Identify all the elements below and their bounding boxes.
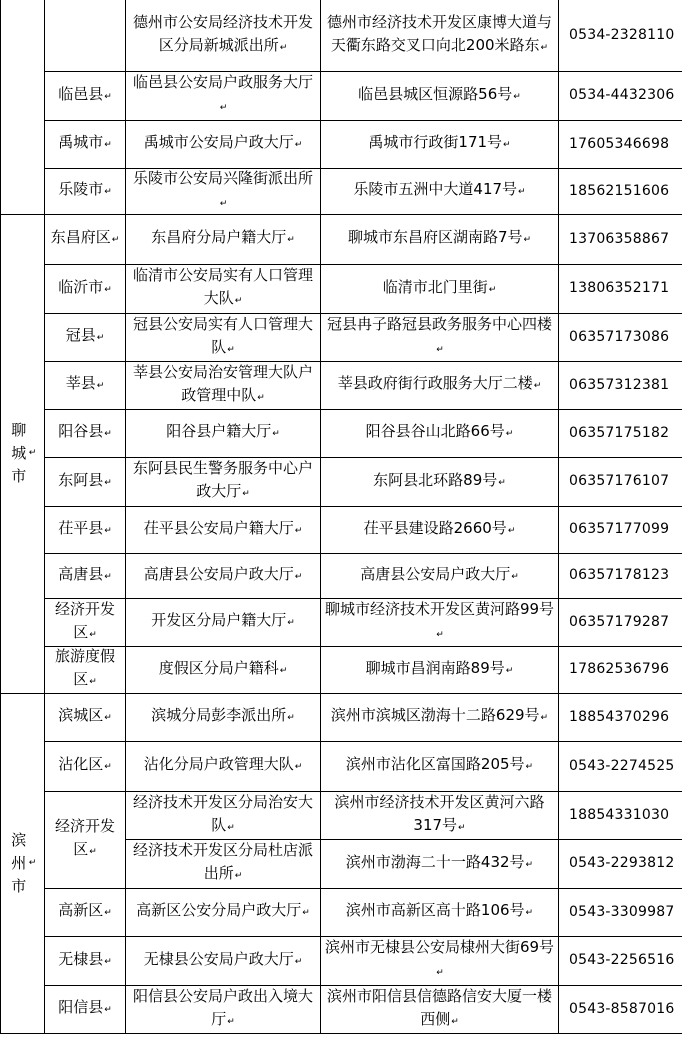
phone-text: 06357176107 bbox=[569, 473, 670, 489]
phone-cell bbox=[559, 120, 682, 168]
district-cell bbox=[45, 506, 125, 553]
phone-cell bbox=[559, 313, 682, 361]
district-cell bbox=[45, 214, 125, 264]
address-cell bbox=[321, 506, 558, 553]
city-name: 聊城市 bbox=[11, 421, 27, 485]
district-cell bbox=[45, 361, 125, 409]
district-cell bbox=[45, 264, 125, 313]
district-cell bbox=[45, 409, 125, 457]
office-text: 经济技术开发区分局治安大队↵ bbox=[132, 792, 313, 834]
address-cell bbox=[321, 693, 558, 741]
phone-cell bbox=[559, 553, 682, 598]
phone-cell bbox=[559, 741, 682, 791]
paragraph-mark-icon: ↵ bbox=[488, 284, 497, 295]
district-text: 高新区↵ bbox=[58, 901, 112, 919]
office-cell bbox=[126, 71, 320, 120]
district-cell bbox=[45, 120, 125, 168]
district-text: 禹城市↵ bbox=[58, 133, 112, 151]
paragraph-mark-icon: ↵ bbox=[104, 908, 112, 918]
paragraph-mark-icon: ↵ bbox=[294, 762, 303, 772]
district-cell bbox=[45, 693, 125, 741]
office-cell bbox=[126, 457, 320, 506]
paragraph-mark-icon: ↵ bbox=[227, 344, 235, 355]
phone-cell bbox=[559, 506, 682, 553]
address-text: 冠县冉子路冠县政务服务中心四楼↵ bbox=[326, 314, 552, 355]
phone-cell bbox=[559, 71, 682, 120]
phone-cell bbox=[559, 361, 682, 409]
address-text: 滨州市滨城区渤海十二路629号↵ bbox=[330, 706, 549, 724]
phone-cell bbox=[559, 214, 682, 264]
address-text: 阳谷县谷山北路66号↵ bbox=[365, 422, 514, 440]
phone-cell bbox=[559, 457, 682, 506]
grid-line-horizontal bbox=[0, 1033, 682, 1034]
paragraph-mark-icon: ↵ bbox=[436, 344, 444, 355]
district-cell bbox=[45, 313, 125, 361]
phone-text: 13806352171 bbox=[569, 280, 670, 296]
address-text: 滨州市经济技术开发区黄河六路317号↵ bbox=[334, 792, 545, 834]
address-cell bbox=[321, 791, 558, 839]
paragraph-mark-icon: ↵ bbox=[227, 1016, 235, 1027]
phone-text: 17862536796 bbox=[569, 661, 670, 677]
district-cell bbox=[45, 457, 125, 506]
paragraph-mark-icon: ↵ bbox=[287, 235, 295, 245]
address-text: 滨州市渤海二十一路432号↵ bbox=[345, 852, 534, 871]
paragraph-mark-icon: ↵ bbox=[104, 762, 112, 772]
address-text: 禹城市行政街171号↵ bbox=[368, 133, 511, 151]
paragraph-mark-icon: ↵ bbox=[104, 1005, 112, 1015]
city-name: 滨州市 bbox=[11, 830, 27, 895]
paragraph-mark-icon: ↵ bbox=[294, 525, 303, 536]
address-cell bbox=[321, 839, 558, 888]
district-cell bbox=[45, 168, 125, 214]
address-text: 滨州市沾化区富国路205号↵ bbox=[345, 755, 534, 773]
paragraph-mark-icon: ↵ bbox=[104, 284, 112, 295]
district-text: 经济开发区↵ bbox=[54, 599, 115, 641]
address-text: 聊城市东昌府区湖南路7号↵ bbox=[347, 228, 532, 246]
phone-text: 18562151606 bbox=[569, 182, 670, 199]
address-cell bbox=[321, 361, 558, 409]
paragraph-mark-icon: ↵ bbox=[89, 629, 97, 640]
city-cell bbox=[2, 214, 44, 693]
address-cell bbox=[321, 71, 558, 120]
office-cell bbox=[126, 598, 320, 646]
office-text: 阳谷县户籍大厅↵ bbox=[166, 422, 280, 440]
phone-text: 06357179287 bbox=[569, 613, 670, 630]
district-text: 冠县↵ bbox=[65, 326, 105, 344]
address-text: 聊城市昌润南路89号↵ bbox=[365, 658, 514, 677]
address-text: 高唐县公安局户政大厅↵ bbox=[360, 564, 519, 583]
phone-text: 06357175182 bbox=[569, 424, 670, 441]
phone-text: 06357178123 bbox=[569, 567, 670, 583]
address-cell bbox=[321, 457, 558, 506]
district-cell bbox=[45, 646, 125, 693]
paragraph-mark-icon: ↵ bbox=[104, 187, 112, 197]
paragraph-mark-icon: ↵ bbox=[507, 525, 516, 536]
address-cell bbox=[321, 888, 558, 936]
office-cell bbox=[126, 214, 320, 264]
paragraph-mark-icon: ↵ bbox=[294, 140, 303, 150]
office-cell bbox=[126, 409, 320, 457]
office-text: 阳信县公安局户政出入境大厅↵ bbox=[132, 986, 313, 1028]
office-cell bbox=[126, 0, 320, 71]
phone-text: 06357177099 bbox=[569, 521, 670, 537]
office-text: 滨城分局彭李派出所↵ bbox=[151, 706, 295, 724]
paragraph-mark-icon: ↵ bbox=[104, 713, 112, 723]
paragraph-mark-icon: ↵ bbox=[294, 571, 303, 582]
paragraph-mark-icon: ↵ bbox=[287, 713, 295, 723]
paragraph-mark-icon: ↵ bbox=[279, 665, 288, 676]
office-text: 无棣县公安局户政大厅↵ bbox=[143, 949, 303, 968]
phone-text: 13706358867 bbox=[569, 230, 670, 247]
paragraph-mark-icon: ↵ bbox=[511, 571, 519, 582]
grid-line-vertical bbox=[0, 0, 1, 1033]
office-text: 东阿县民生警务服务中心户政大厅↵ bbox=[132, 459, 313, 500]
phone-cell bbox=[559, 168, 682, 214]
office-text: 开发区分局户籍大厅↵ bbox=[151, 611, 295, 629]
office-cell bbox=[126, 936, 320, 985]
paragraph-mark-icon: ↵ bbox=[503, 140, 511, 150]
office-text: 高唐县公安局户政大厅↵ bbox=[143, 564, 303, 583]
office-cell bbox=[126, 839, 320, 888]
office-cell bbox=[126, 264, 320, 313]
phone-cell bbox=[559, 985, 682, 1033]
paragraph-mark-icon: ↵ bbox=[28, 448, 37, 458]
district-text: 滨城区↵ bbox=[58, 706, 112, 724]
district-text: 经济开发区↵ bbox=[54, 817, 115, 858]
paragraph-mark-icon: ↵ bbox=[279, 43, 288, 53]
district-text: 沾化区↵ bbox=[58, 755, 112, 773]
office-text: 沾化分局户政管理大队↵ bbox=[143, 755, 303, 773]
district-cell bbox=[45, 936, 125, 985]
address-text: 临清市北门里街↵ bbox=[382, 277, 497, 296]
address-cell bbox=[321, 120, 558, 168]
district-cell bbox=[45, 598, 125, 646]
paragraph-mark-icon: ↵ bbox=[436, 968, 444, 978]
paragraph-mark-icon: ↵ bbox=[294, 956, 303, 967]
phone-cell bbox=[559, 791, 682, 839]
phone-cell bbox=[559, 888, 682, 936]
paragraph-mark-icon: ↵ bbox=[518, 187, 526, 197]
paragraph-mark-icon: ↵ bbox=[96, 333, 105, 343]
paragraph-mark-icon: ↵ bbox=[257, 392, 265, 403]
phone-text: 18854331030 bbox=[569, 806, 670, 823]
district-cell bbox=[45, 741, 125, 791]
paragraph-mark-icon: ↵ bbox=[96, 381, 105, 391]
paragraph-mark-icon: ↵ bbox=[104, 477, 112, 488]
office-cell bbox=[126, 506, 320, 553]
paragraph-mark-icon: ↵ bbox=[458, 822, 466, 833]
paragraph-mark-icon: ↵ bbox=[242, 489, 250, 499]
paragraph-mark-icon: ↵ bbox=[505, 665, 514, 676]
phone-text: 0534-4432306 bbox=[569, 87, 675, 103]
office-cell bbox=[126, 985, 320, 1033]
office-text: 高新区公安分局户政大厅↵ bbox=[136, 901, 310, 919]
phone-cell bbox=[559, 598, 682, 646]
address-text: 乐陵市五洲中大道417号↵ bbox=[353, 180, 526, 198]
paragraph-mark-icon: ↵ bbox=[540, 43, 549, 53]
paragraph-mark-icon: ↵ bbox=[28, 857, 37, 868]
paragraph-mark-icon: ↵ bbox=[104, 429, 112, 439]
office-cell bbox=[126, 553, 320, 598]
paragraph-mark-icon: ↵ bbox=[525, 859, 534, 870]
paragraph-mark-icon: ↵ bbox=[227, 822, 235, 833]
district-text: 临邑县↵ bbox=[58, 84, 112, 103]
paragraph-mark-icon: ↵ bbox=[104, 91, 112, 102]
paragraph-mark-icon: ↵ bbox=[302, 908, 310, 918]
paragraph-mark-icon: ↵ bbox=[89, 847, 97, 857]
paragraph-mark-icon: ↵ bbox=[513, 91, 521, 102]
office-text: 乐陵市公安局兴隆街派出所↵ bbox=[132, 168, 313, 209]
district-text: 阳谷县↵ bbox=[58, 422, 112, 440]
district-text: 莘县↵ bbox=[65, 374, 105, 392]
district-text: 东昌府区↵ bbox=[50, 228, 120, 246]
paragraph-mark-icon: ↵ bbox=[498, 477, 506, 488]
office-cell bbox=[126, 646, 320, 693]
address-cell bbox=[321, 936, 558, 985]
address-cell bbox=[321, 214, 558, 264]
address-cell bbox=[321, 741, 558, 791]
paragraph-mark-icon: ↵ bbox=[523, 235, 532, 245]
paragraph-mark-icon: ↵ bbox=[89, 677, 97, 687]
phone-text: 0543-2256516 bbox=[569, 952, 675, 968]
office-text: 莘县公安局治安管理大队户政管理中队↵ bbox=[132, 362, 313, 404]
phone-text: 0534-2328110 bbox=[569, 27, 675, 43]
paragraph-mark-icon: ↵ bbox=[540, 713, 549, 723]
phone-text: 0543-2274525 bbox=[569, 757, 675, 774]
paragraph-mark-icon: ↵ bbox=[451, 1016, 459, 1027]
paragraph-mark-icon: ↵ bbox=[234, 296, 243, 306]
office-text: 度假区分局户籍科↵ bbox=[158, 658, 288, 677]
paragraph-mark-icon: ↵ bbox=[436, 629, 444, 640]
city-cell bbox=[2, 693, 44, 1033]
phone-text: 18854370296 bbox=[569, 708, 670, 725]
paragraph-mark-icon: ↵ bbox=[525, 908, 534, 918]
address-cell bbox=[321, 409, 558, 457]
phone-cell bbox=[559, 839, 682, 888]
address-cell bbox=[321, 985, 558, 1033]
district-cell bbox=[45, 71, 125, 120]
address-text: 聊城市经济技术开发区黄河路99号↵ bbox=[324, 599, 555, 640]
paragraph-mark-icon: ↵ bbox=[104, 956, 112, 967]
district-cell bbox=[45, 791, 125, 888]
phone-cell bbox=[559, 0, 682, 71]
phone-cell bbox=[559, 693, 682, 741]
office-text: 冠县公安局实有人口管理大队↵ bbox=[132, 314, 313, 356]
district-cell bbox=[45, 0, 125, 71]
district-cell bbox=[45, 985, 125, 1033]
paragraph-mark-icon: ↵ bbox=[104, 571, 112, 582]
phone-cell bbox=[559, 936, 682, 985]
district-cell bbox=[45, 888, 125, 936]
district-text: 临沂市↵ bbox=[58, 277, 112, 296]
office-text: 茌平县公安局户籍大厅↵ bbox=[143, 518, 303, 537]
address-text: 莘县政府街行政服务大厅二楼↵ bbox=[337, 374, 542, 392]
address-text: 德州市经济技术开发区康博大道与天衢东路交叉口向北200米路东↵ bbox=[326, 13, 552, 54]
office-cell bbox=[126, 791, 320, 839]
paragraph-mark-icon: ↵ bbox=[272, 429, 280, 439]
paragraph-mark-icon: ↵ bbox=[219, 103, 228, 113]
phone-text: 17605346698 bbox=[569, 135, 670, 152]
district-cell bbox=[45, 553, 125, 598]
phone-cell bbox=[559, 646, 682, 693]
office-text: 东昌府分局户籍大厅↵ bbox=[151, 228, 295, 246]
address-cell bbox=[321, 598, 558, 646]
paragraph-mark-icon: ↵ bbox=[104, 525, 112, 536]
district-text: 东阿县↵ bbox=[58, 470, 112, 489]
district-text: 乐陵市↵ bbox=[58, 180, 112, 198]
address-text: 东阿县北环路89号↵ bbox=[373, 470, 506, 489]
office-cell bbox=[126, 888, 320, 936]
office-cell bbox=[126, 361, 320, 409]
office-cell bbox=[126, 120, 320, 168]
office-text: 经济技术开发区分局杜店派出所↵ bbox=[132, 841, 313, 882]
address-cell bbox=[321, 0, 558, 71]
phone-text: 0543-3309987 bbox=[569, 903, 675, 920]
phone-cell bbox=[559, 409, 682, 457]
district-text: 无棣县↵ bbox=[58, 949, 112, 968]
office-cell bbox=[126, 313, 320, 361]
paragraph-mark-icon: ↵ bbox=[219, 198, 228, 209]
address-text: 茌平县建设路2660号↵ bbox=[363, 518, 516, 537]
office-text: 临邑县公安局户政服务大厅↵ bbox=[132, 73, 313, 113]
paragraph-mark-icon: ↵ bbox=[111, 235, 120, 245]
phone-text: 06357173086 bbox=[569, 328, 670, 345]
office-text: 禹城市公安局户政大厅↵ bbox=[143, 133, 303, 151]
paragraph-mark-icon: ↵ bbox=[533, 381, 542, 391]
address-cell bbox=[321, 168, 558, 214]
paragraph-mark-icon: ↵ bbox=[104, 140, 112, 150]
office-text: 德州市公安局经济技术开发区分局新城派出所↵ bbox=[132, 13, 313, 54]
paragraph-mark-icon: ↵ bbox=[525, 762, 534, 772]
office-cell bbox=[126, 741, 320, 791]
address-cell bbox=[321, 313, 558, 361]
phone-text: 0543-2293812 bbox=[569, 855, 675, 871]
office-cell bbox=[126, 168, 320, 214]
paragraph-mark-icon: ↵ bbox=[505, 429, 514, 439]
paragraph-mark-icon: ↵ bbox=[234, 871, 243, 881]
phone-text: 0543-8587016 bbox=[569, 1000, 675, 1017]
address-text: 滨州市阳信县信德路信安大厦一楼西侧↵ bbox=[326, 986, 552, 1028]
office-cell bbox=[126, 693, 320, 741]
district-text: 旅游度假区↵ bbox=[54, 647, 115, 688]
district-text: 茌平县↵ bbox=[58, 518, 112, 537]
address-cell bbox=[321, 646, 558, 693]
paragraph-mark-icon: ↵ bbox=[287, 618, 295, 628]
address-text: 临邑县城区恒源路56号↵ bbox=[358, 84, 521, 103]
address-cell bbox=[321, 553, 558, 598]
district-text: 阳信县↵ bbox=[58, 998, 112, 1016]
address-text: 滨州市高新区高十路106号↵ bbox=[345, 901, 534, 919]
phone-cell bbox=[559, 264, 682, 313]
phone-text: 06357312381 bbox=[569, 376, 670, 393]
address-cell bbox=[321, 264, 558, 313]
address-text: 滨州市无棣县公安局棣州大街69号↵ bbox=[324, 938, 555, 978]
office-text: 临清市公安局实有人口管理大队↵ bbox=[132, 266, 313, 307]
district-text: 高唐县↵ bbox=[58, 564, 112, 583]
